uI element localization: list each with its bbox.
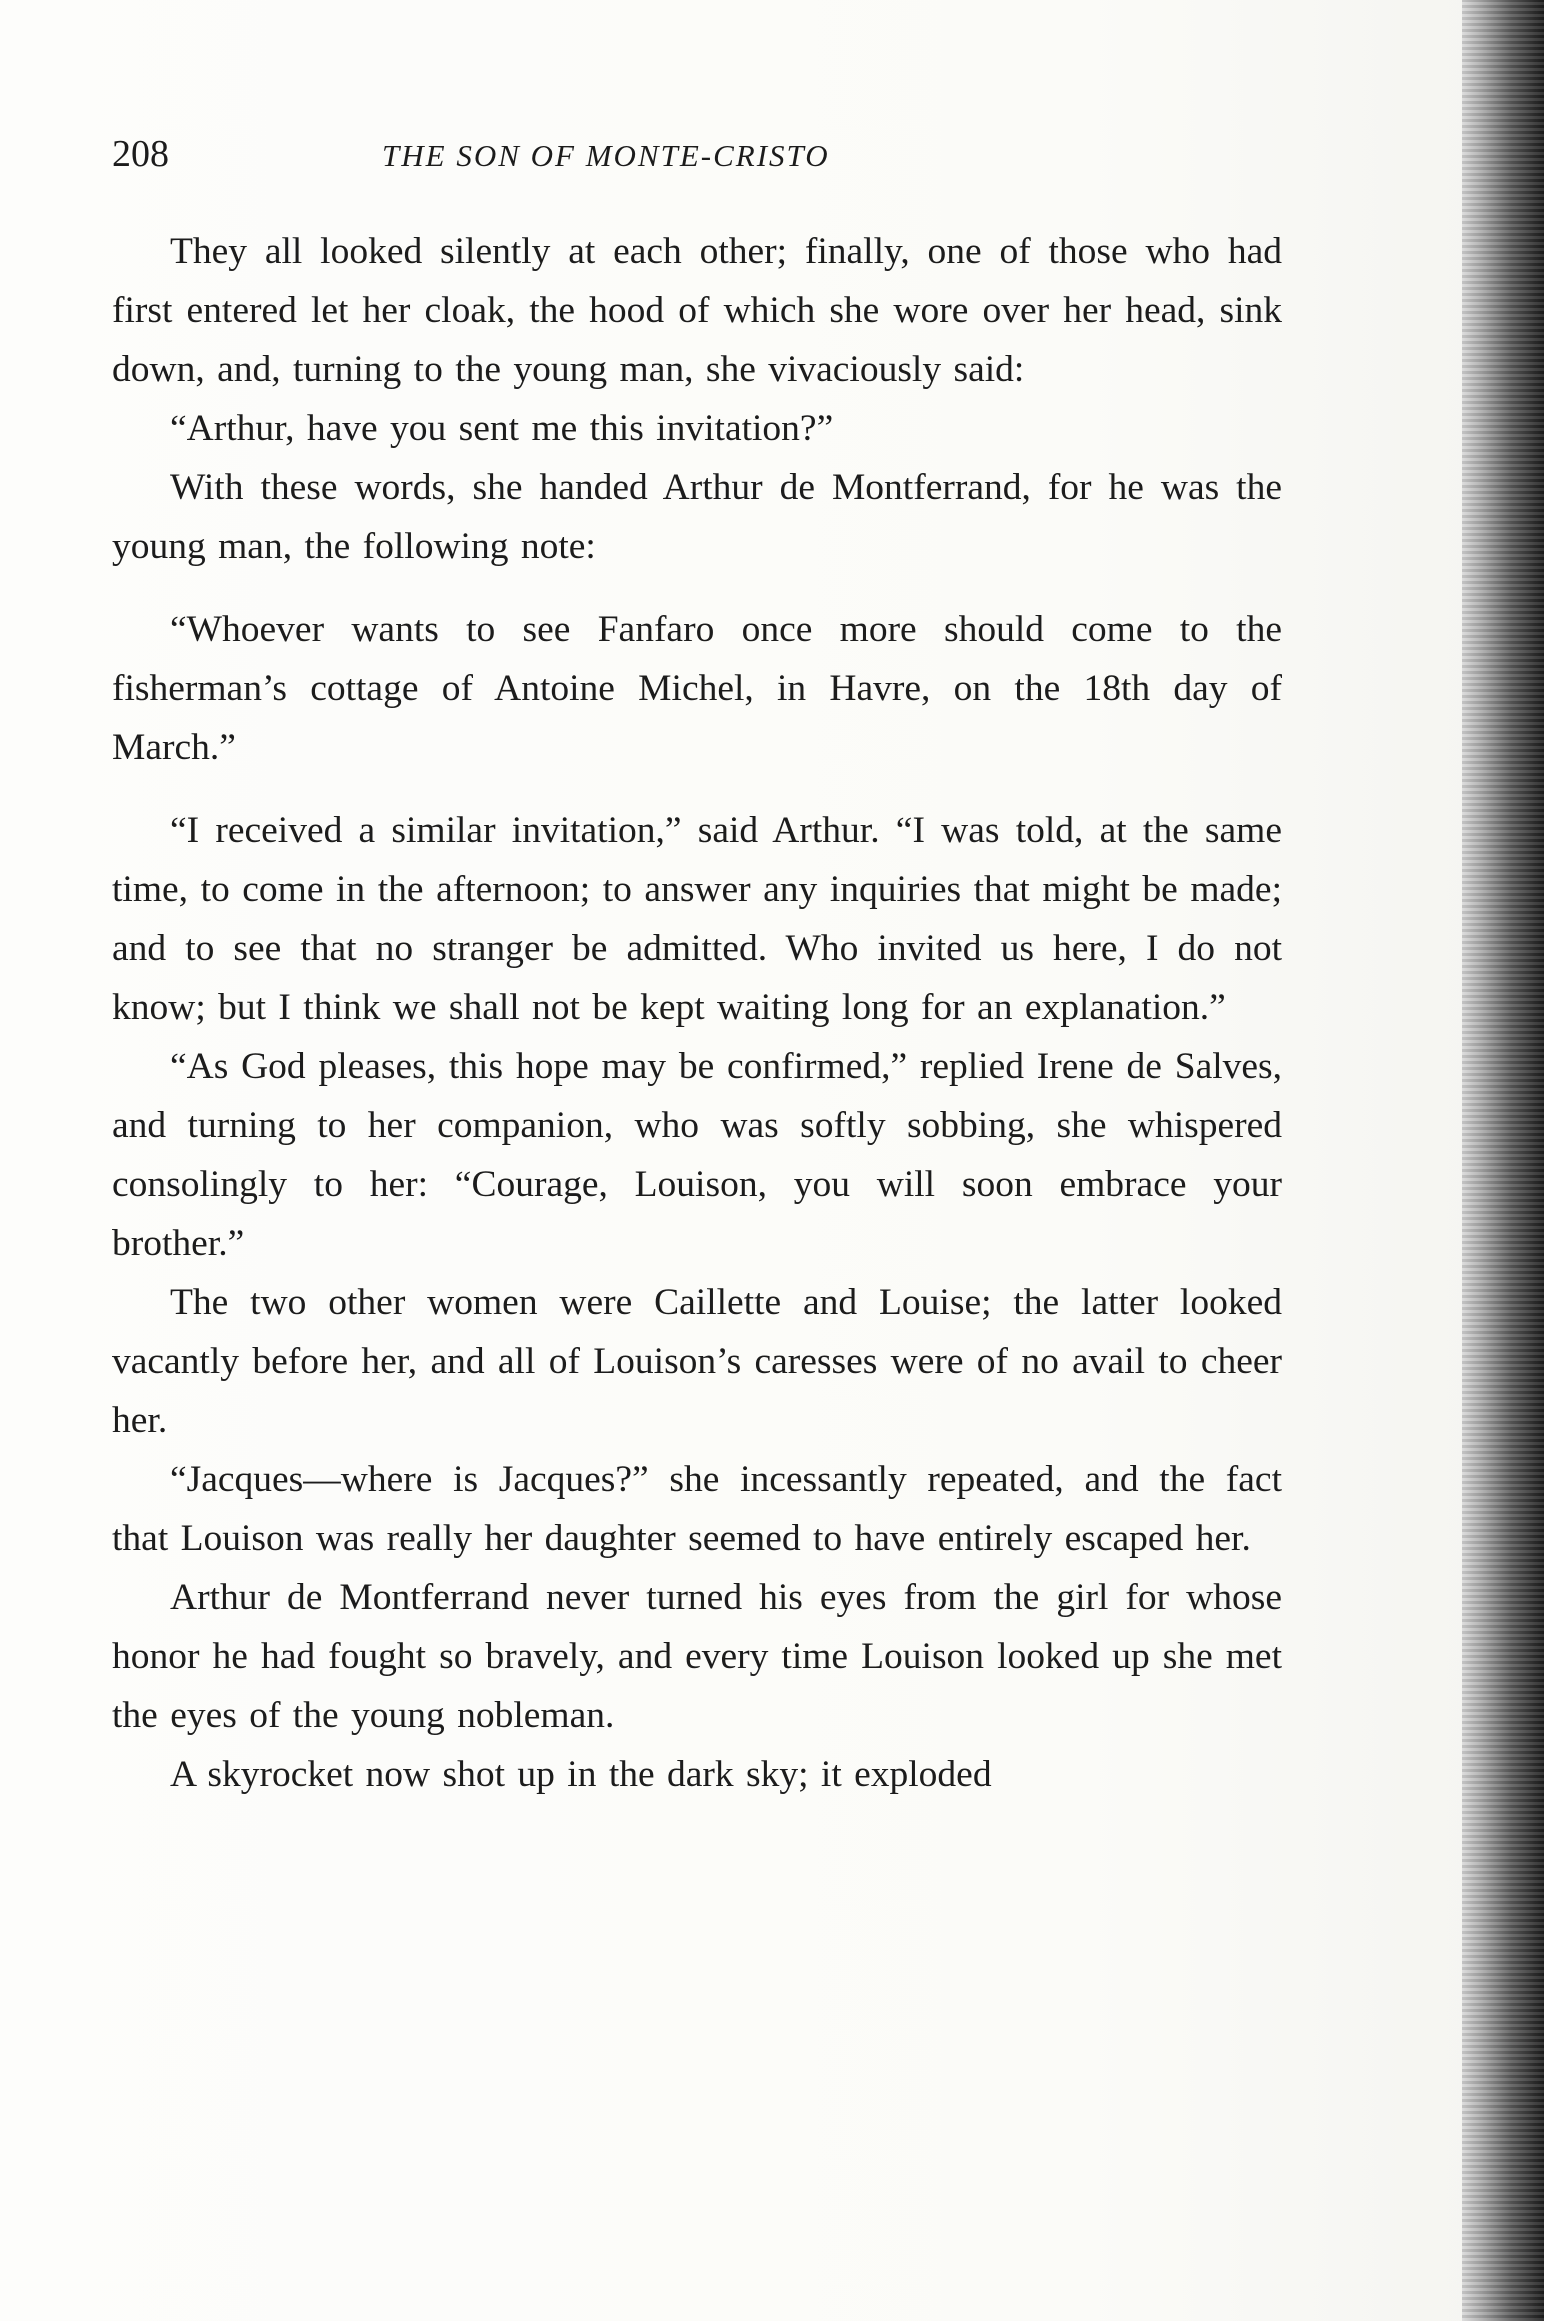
page-number: 208 xyxy=(112,133,169,175)
paragraph: “Jacques—where is Jacques?” she incessantly repeated, and the fact that Louison was really her daughter seemed to have entirely escaped her. xyxy=(112,1459,1282,1559)
running-title: THE SON OF MONTE-CRISTO xyxy=(382,138,830,173)
paragraph: The two other women were Caillette and Louise; the latter looked vacantly before her, and all of Louison’s caresses were of no avail to cheer her. xyxy=(112,1282,1282,1441)
quoted-note: “Whoever wants to see Fanfaro once more should come to the fisherman’s cottage of Antoine Michel, in Havre, on the 18th day of March.” xyxy=(112,609,1282,768)
paragraph: Arthur de Montferrand never turned his eyes from the girl for whose honor he had fought so bravely, and every time Louison looked up she met the eyes of the young nobleman. xyxy=(112,1577,1282,1736)
paragraph: A skyrocket now shot up in the dark sky; it exploded xyxy=(170,1754,992,1795)
paragraph: With these words, she handed Arthur de Montferrand, for he was the young man, the following note: xyxy=(112,467,1282,567)
body-text xyxy=(112,222,1282,1804)
page-header xyxy=(112,132,1282,192)
paragraph: They all looked silently at each other; finally, one of those who had first entered let her cloak, the hood of which she wore over her head, sink down, and, turning to the young man, she vivaciously said: xyxy=(112,231,1282,390)
paragraph: “Arthur, have you sent me this invitation?” xyxy=(170,408,834,449)
paragraph: “I received a similar invitation,” said Arthur. “I was told, at the same time, to come in the afternoon; to answer any inquiries that might be made; and to see that no stranger be admitted. Who invited us here, I do not know; but I think we shall not be kept waiting long for an explanation.” xyxy=(112,810,1282,1028)
page-binding-edge xyxy=(1462,0,1544,2321)
paragraph: “As God pleases, this hope may be confirmed,” replied Irene de Salves, and turning to her companion, who was softly sobbing, she whispered consolingly to her: “Courage, Louison, you will soon embrace your brother.” xyxy=(112,1046,1282,1264)
